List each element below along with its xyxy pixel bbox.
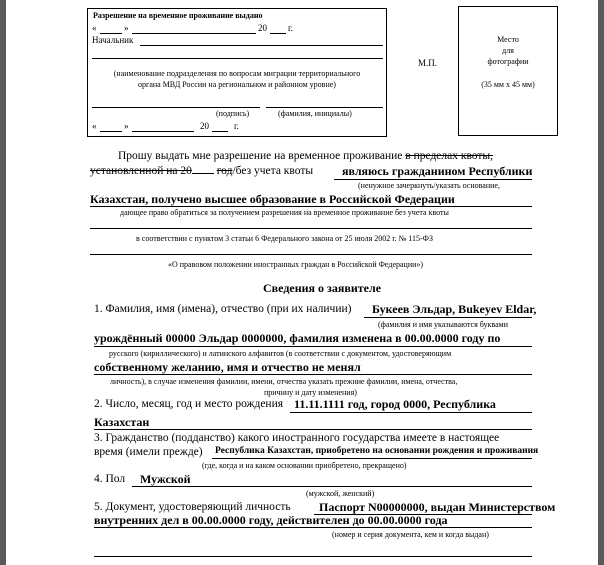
basis-hint-2: дающее право обратиться за получением разрешения на временное проживание без учета квоты [120,208,449,217]
photo-label-2: для [502,46,514,55]
chief-line [140,45,383,46]
item3-label-2: время (имели прежде) [94,446,203,458]
bottom-line [94,556,532,557]
request-line2 [90,165,313,177]
item5-value-2: внутренних дел в 00.00.0000 году, действителен до 00.00.0000 года [94,513,448,527]
item1-hint-3: личность), в случае изменения фамилии, имени, отчества указать прежние фамилии, имена, отчества, [110,377,458,386]
basis-hint: (ненужное зачеркнуть/указать основание, [358,181,500,190]
section-title: Сведения о заявителе [263,281,382,295]
name-line [266,107,383,108]
item1-line-1 [364,317,532,318]
stamp-label: М.П. [418,58,438,68]
item2-label: 2. Число, месяц, год и место рождения [94,398,284,410]
item1-label: 1. Фамилия, имя (имена), отчество (при их наличии) [94,303,352,315]
item2-line-1 [290,412,532,413]
permit-box-title: Разрешение на временное проживание выдано [93,11,263,20]
quota-year-word-struck: год [216,165,233,177]
item4-label: 4. Пол [94,473,126,485]
item5-hint: (номер и серия документа, кем и когда выдан) [332,530,489,539]
item3-label-1: 3. Гражданство (подданство) какого иностранного государства имеете в настоящее [94,432,500,444]
year-prefix: 20 [258,23,267,33]
item3-line [212,458,532,459]
basis-line-4 [90,254,532,255]
date-year-suffix: г. [234,121,239,131]
item1-line-3 [94,374,532,375]
request-line1 [118,150,493,162]
date-day-line [100,131,122,132]
item1-value-3: собственному желанию, имя и отчество не менял [94,360,361,374]
date-month-line [132,131,194,132]
permit-issued-box [87,8,387,137]
signature-hint: (подпись) [216,109,250,118]
item4-hint: (мужской, женский) [306,489,375,498]
subdivision-hint: (наименование подразделения по вопросам миграции территориального органа МВД России на региональном и районном уровне) [113,69,361,89]
photo-size: (35 мм x 45 мм) [481,80,535,89]
year-suffix: г. [288,23,293,33]
application-form-page [6,0,598,565]
photo-label-3: фотографии [487,57,529,66]
item2-value-2: Казахстан [94,415,150,429]
quota-year-struck: установленной на 20 [90,165,192,177]
item3-value: Республика Казахстан, приобретено на основании рождения и проживания [215,446,539,456]
item1-line-2 [94,346,532,347]
quote-close: » [124,23,129,33]
item1-hint-2: русского (кириллического) и латинского алфавитов (в соответствии с документом, удостоверяющим [109,349,452,358]
day-line [100,33,122,34]
signature-line [92,107,260,108]
item2-line-2 [94,429,532,430]
month-line [132,33,256,34]
subdivision-line [92,58,383,59]
item1-value-2: урождённый 00000 Эльдар 0000000, фамилия изменена в 00.00.0000 году по [94,331,501,345]
date-quote-close: » [124,121,129,131]
item3-hint: (где, когда и на каком основании приобретено, прекращено) [202,461,407,470]
item2-value-1: 11.11.1111 год, город 0000, Республика [294,397,496,411]
photo-box [458,6,558,136]
item1-name-value: Букеев Эльдар, Bukeyev Eldar, [372,302,537,316]
basis-line-2 [90,206,532,207]
item5-label: 5. Документ, удостоверяющий личность [94,501,291,513]
without-quota-text: /без учета квоты [232,165,314,177]
date-quote-open: « [92,121,97,131]
item4-line [132,486,532,487]
item4-gender-value: Мужской [140,472,191,486]
citizenship-basis-value: являюсь гражданином Республики [342,164,533,178]
chief-label: Начальник [92,35,134,45]
law-name: «О правовом положении иностранных граждан в Российской Федерации») [168,260,424,269]
basis-line-3 [90,228,532,229]
request-text: Прошу выдать мне разрешение на временное проживание [118,150,403,162]
date-year-line [212,131,228,132]
date-year-prefix: 20 [200,121,209,131]
basis-line-1 [334,179,532,180]
item5-value-1: Паспорт N00000000, выдан Министерством [319,500,556,514]
item5-line-2 [94,527,532,528]
photo-label-1: Место [497,35,519,44]
item1-hint-1: (фамилия и имя указываются буквами [378,320,508,329]
name-hint: (фамилия, инициалы) [278,109,352,118]
item1-hint-4: причину и дату изменения) [264,388,357,397]
quote-open: « [92,23,97,33]
basis-value-2: Казахстан, получено высшее образование в Российской Федерации [90,192,455,206]
law-reference: в соответствии с пунктом 3 статьи 6 Федерального закона от 25 июля 2002 г. № 115-ФЗ [136,234,433,243]
request-quota-struck: в пределах квоты, [405,150,494,162]
year-line [270,33,286,34]
